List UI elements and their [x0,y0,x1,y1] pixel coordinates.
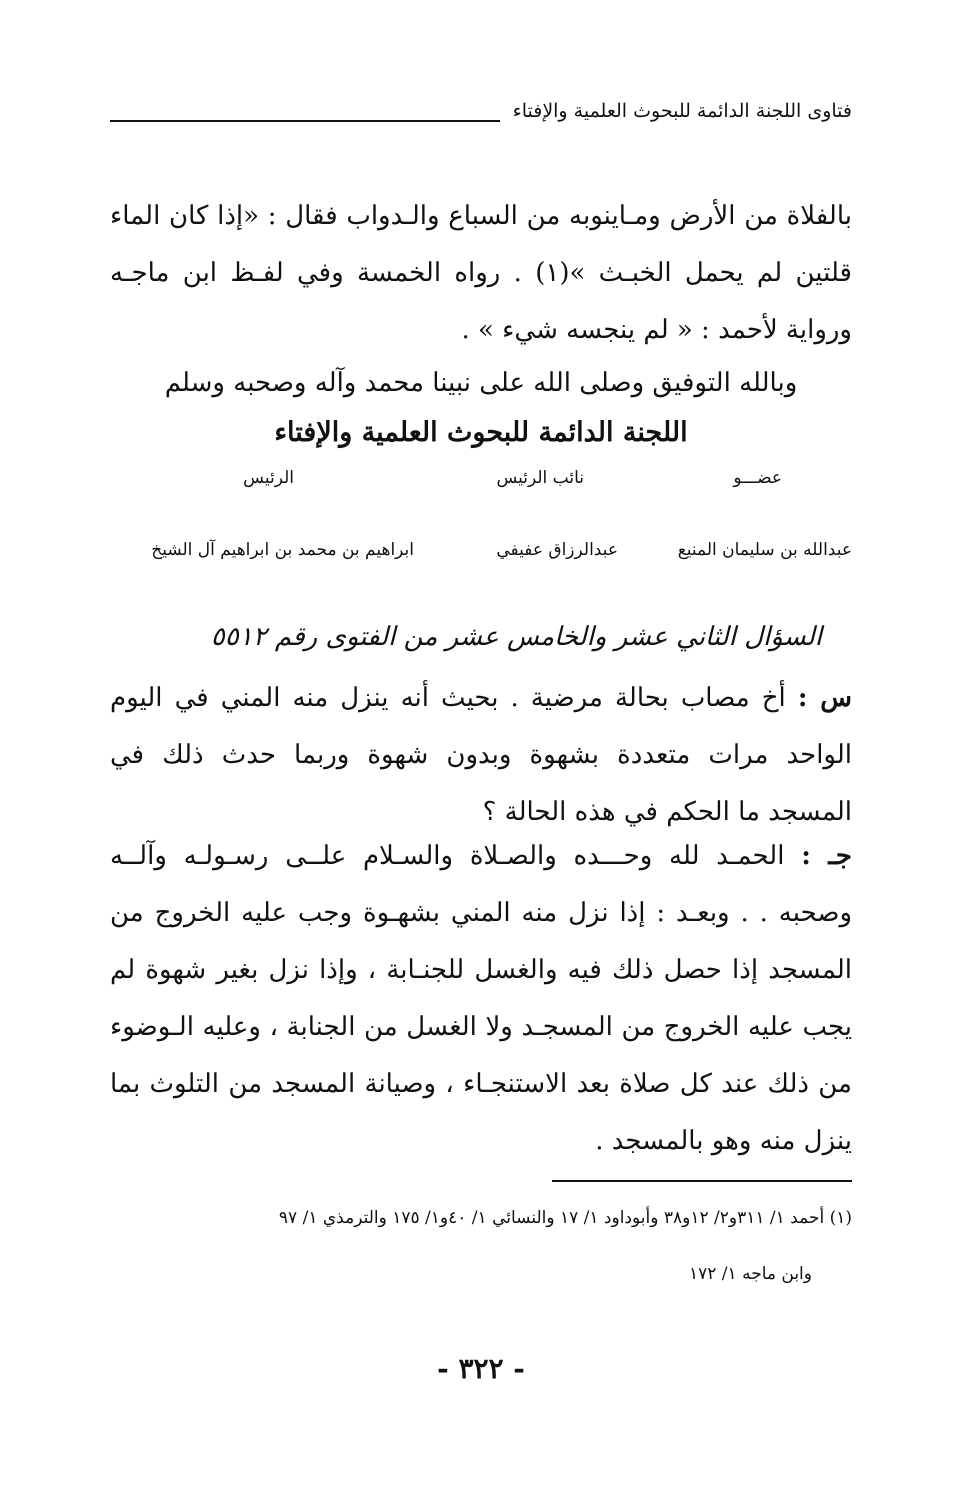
footnote [110,1190,852,1302]
answer-paragraph [110,828,852,1170]
name-member: عبدالله بن سليمان المنيع [677,540,852,560]
committee-name: اللجنة الدائمة للبحوث العلمية والإفتاء [274,417,688,448]
previous-fatwa-text: بالفلاة من الأرض ومـاينوبه من السباع والـدواب فقال : «إذا كان الماء قلتين لم يحمل الخبـث »(١) . رواه الخمسة وفي لفـظ ابن ماجـه ورواية لأحمد : « لم ينجسه شيء » . [110,201,852,345]
header-rule [110,120,500,122]
answer-label: جـ : [801,841,852,871]
running-header [110,100,852,134]
role-member: عضـــو [733,468,782,488]
page-number: - ٣٢٢ - [437,1352,525,1385]
footnote-rule [552,1180,852,1182]
question-title: السؤال الثاني عشر والخامس عشر من الفتوى رقم ٥٥١٢ [210,622,822,652]
footnote-line-1: (١) أحمد ١/ ٣١١و٢/ ١٢و٣٨ وأبوداود ١/ ١٧ والنسائي ١/ ٤٠و١/ ١٧٥ والترمذي ١/ ٩٧ [278,1208,852,1228]
running-title: فتاوى اللجنة الدائمة للبحوث العلمية والإفتاء [512,100,852,122]
answer-text: الحمـد لله وحـــده والصـلاة والسـلام علــى رسـولـه وآلــه وصحبه . . وبعـد : إذا نزل منه المني بشهـوة وجب عليه الخروج من المسجد إذا حصل ذلك فيه والغسل للجنـابة ، وإذا نزل بغير شهوة لم يجب عليه الخروج من المسجـد ولا الغسل من الجنابة ، وعليه الـوضوء من ذلك عند كل صلاة بعد الاستنجـاء ، وصيانة المسجد من التلوث بما ينزل منه وهو بالمسجد . [110,841,852,1156]
closing-formula: وبالله التوفيق وصلى الله على نبينا محمد وآله وصحبه وسلم [164,368,798,398]
question-label: س : [797,683,853,713]
question-paragraph [110,670,852,841]
role-president: الرئيس [243,468,294,488]
footnote-line-2: وابن ماجه ١/ ١٧٢ [688,1264,812,1284]
question-text: أخ مصاب بحالة مرضية . بحيث أنه ينزل منه المني في اليوم الواحد مرات متعددة بشهوة وبدون شهوة وربما حدث ذلك في المسجد ما الحكم في هذه الحالة ؟ [110,683,852,827]
name-president: ابراهيم بن محمد بن ابراهيم آل الشيخ [151,540,414,560]
name-vice-president: عبدالرزاق عفيفي [496,540,618,560]
role-vice-president: نائب الرئيس [496,468,584,488]
